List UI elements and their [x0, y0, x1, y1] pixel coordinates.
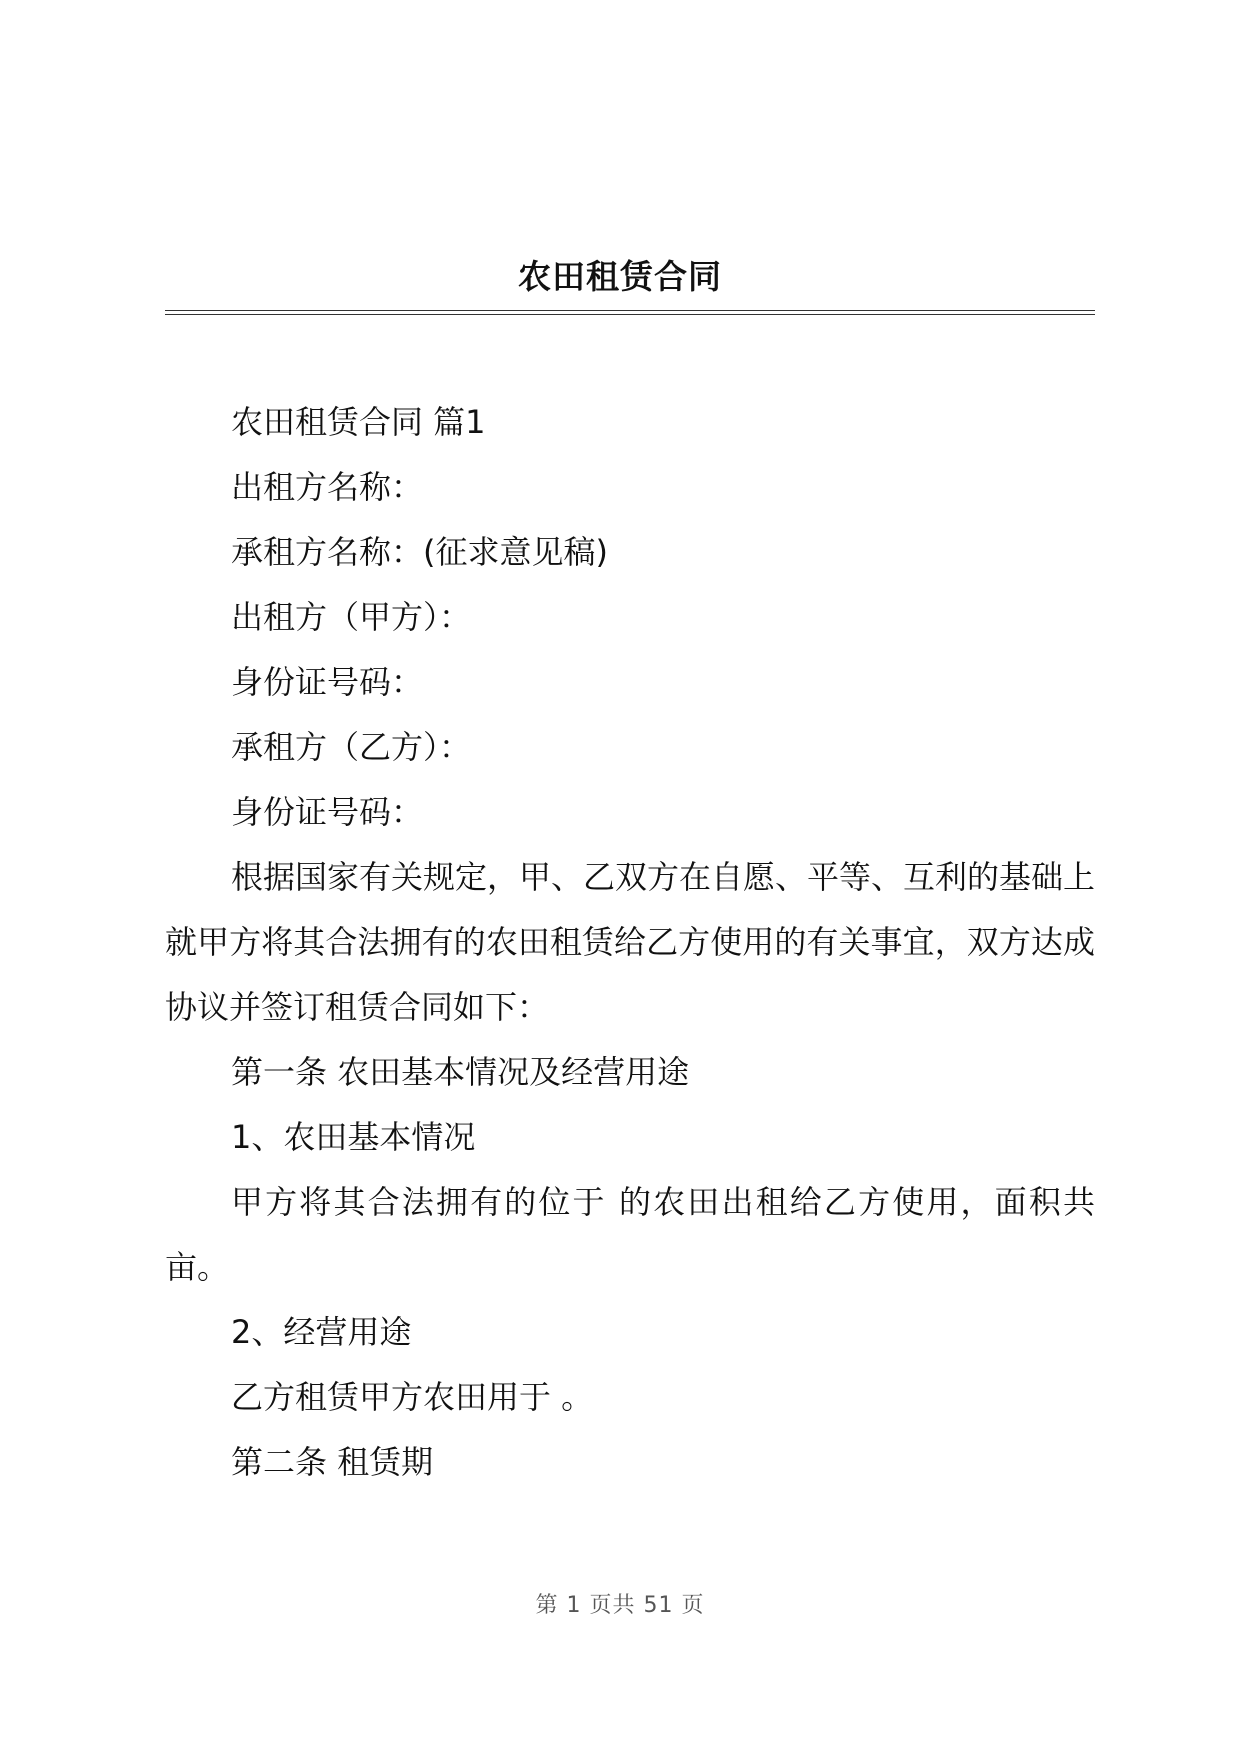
lessor-name-line: 出租方名称：: [231, 468, 424, 506]
party-b-id-line: 身份证号码：: [231, 793, 424, 831]
subsection-heading: 2、经营用途: [231, 1313, 412, 1351]
lessee-name-line: 承租方名称：(征求意见稿): [231, 533, 608, 571]
preamble-paragraph: 根据国家有关规定，甲、乙双方在自愿、平等、互利的基础上就甲方将其合法拥有的农田租赁给乙方使用的有关事宜，双方达成协议并签订租赁合同如下：: [165, 858, 1096, 1026]
page-footer: 第 1 页共 51 页: [535, 1593, 705, 1618]
article-2-heading: 第二条 租赁期: [231, 1443, 434, 1481]
title-divider-bottom: [165, 314, 1095, 315]
subsection-heading: 1、农田基本情况: [231, 1118, 476, 1156]
title-divider-top: [165, 310, 1095, 311]
party-b-line: 承租方（乙方）：: [231, 728, 472, 766]
farmland-description-paragraph: 甲方将其合法拥有的位于 的农田出租给乙方使用，面积共 亩。: [165, 1183, 1095, 1286]
article-1-heading: 第一条 农田基本情况及经营用途: [231, 1053, 690, 1091]
party-a-id-line: 身份证号码：: [231, 663, 424, 701]
usage-paragraph: 乙方租赁甲方农田用于 。: [231, 1378, 594, 1416]
document-title: 农田租赁合同: [518, 257, 722, 296]
section-heading: 农田租赁合同 篇1: [231, 403, 486, 441]
document-body: [165, 390, 1095, 1495]
party-a-line: 出租方（甲方）：: [231, 598, 472, 636]
